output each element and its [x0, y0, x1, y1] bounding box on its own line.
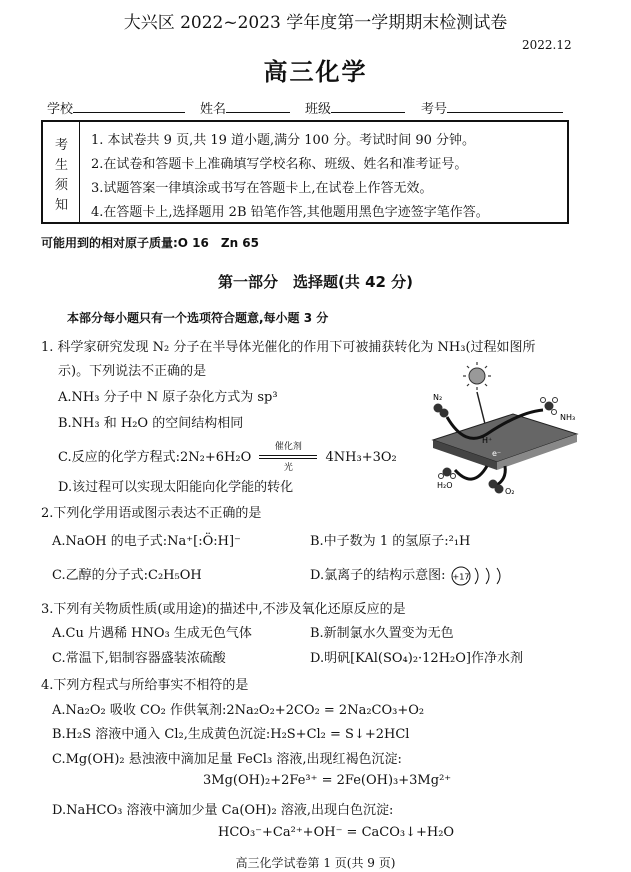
school-field: 学校 — [47, 98, 185, 117]
q4-option-c-equation: 3Mg(OH)₂+2Fe³⁺ = 2Fe(OH)₃+3Mg²⁺ — [203, 773, 452, 788]
q4-option-a: A.Na₂O₂ 吸收 CO₂ 作供氧剂:2Na₂O₂+2CO₂ = 2Na₂CO₃+O₂ — [52, 703, 425, 718]
exam-title: 大兴区 2022~2023 学年度第一学期期末检测试卷 — [123, 13, 508, 33]
q4-option-d-equation: HCO₃⁻+Ca²⁺+OH⁻ = CaCO₃↓+H₂O — [218, 825, 455, 840]
q2-option-b: B.中子数为 1 的氢原子:²₁H — [310, 534, 471, 549]
q1-stem-cont: 示)。下列说法不正确的是 — [58, 364, 207, 379]
q4-option-b: B.H₂S 溶液中通入 Cl₂,生成黄色沉淀:H₂S+Cl₂ = S↓+2HCl — [52, 727, 410, 742]
q3-option-b: B.新制氯水久置变为无色 — [310, 626, 454, 641]
notice-item: 2.在试卷和答题卡上准确填写学校名称、班级、姓名和准考证号。 — [91, 157, 468, 172]
n2-label: N₂ — [433, 393, 443, 402]
nh3-label: NH₃ — [560, 413, 576, 422]
q4-option-d: D.NaHCO₃ 溶液中滴加少量 Ca(OH)₂ 溶液,出现白色沉淀: — [52, 803, 394, 818]
q1-option-d: D.该过程可以实现太阳能向化学能的转化 — [58, 480, 294, 495]
id-field: 考号 — [421, 98, 563, 117]
q1-photocatalysis-figure — [425, 362, 585, 500]
candidate-notice-box — [41, 120, 569, 224]
proton-label: H⁺ — [482, 436, 493, 445]
q3-stem: 3.下列有关物质性质(或用途)的描述中,不涉及氧化还原反应的是 — [41, 602, 406, 617]
notice-item: 3.试题答案一律填涂或书写在答题卡上,在试卷上作答无效。 — [91, 181, 433, 196]
notice-item: 1. 本试卷共 9 页,共 19 道小题,满分 100 分。考试时间 90 分钟。 — [91, 133, 476, 148]
electron-shell — [486, 568, 489, 584]
q1-stem: 1. 科学家研究发现 N₂ 分子在半导体光催化的作用下可被捕获转化为 NH₃(过程如图所 — [41, 340, 536, 355]
n2-molecule — [434, 404, 449, 418]
nucleus-charge: +17 — [452, 572, 470, 581]
q3-option-a: A.Cu 片遇稀 HNO₃ 生成无色气体 — [52, 626, 252, 641]
q1-option-c: C.反应的化学方程式:2N₂+6H₂O 催化剂 光 4NH₃+3O₂ — [58, 441, 397, 473]
exam-date: 2022.12 — [522, 38, 572, 52]
section-instruction: 本部分每小题只有一个选项符合题意,每小题 3 分 — [67, 311, 329, 325]
electron-shell — [475, 568, 478, 584]
h2o-label: H₂O — [437, 481, 453, 490]
section-title: 第一部分 选择题(共 42 分) — [217, 273, 414, 291]
subject-title: 高三化学 — [263, 57, 368, 86]
q2-option-d: D.氯离子的结构示意图: +17 — [310, 564, 512, 587]
h2o-molecule — [439, 468, 456, 479]
class-field: 班级 — [305, 98, 405, 117]
electron-shell — [497, 568, 500, 584]
q2-stem: 2.下列化学用语或图示表达不正确的是 — [41, 506, 262, 521]
q1-option-b: B.NH₃ 和 H₂O 的空间结构相同 — [58, 416, 244, 431]
electron-label: e⁻ — [492, 449, 502, 458]
nh3-molecule — [541, 398, 558, 415]
o2-label: O₂ — [505, 487, 515, 496]
name-field: 姓名 — [200, 98, 290, 117]
q4-option-c: C.Mg(OH)₂ 悬浊液中滴加足量 FeCl₃ 溶液,出现红褐色沉淀: — [52, 752, 402, 767]
q3-option-c: C.常温下,铝制容器盛装浓硫酸 — [52, 651, 226, 666]
q1-option-a: A.NH₃ 分子中 N 原子杂化方式为 sp³ — [58, 390, 278, 405]
sun-icon — [463, 362, 491, 390]
q3-option-d: D.明矾[KAl(SO₄)₂·12H₂O]作净水剂 — [310, 651, 523, 666]
q2-option-a: A.NaOH 的电子式:Na⁺[:Ö:H]⁻ — [52, 534, 241, 549]
q4-stem: 4.下列方程式与所给事实不相符的是 — [41, 678, 249, 693]
chloride-ion-diagram — [450, 565, 512, 587]
q2-option-c: C.乙醇的分子式:C₂H₅OH — [52, 568, 202, 583]
atomic-mass-note: 可能用到的相对原子质量:O 16 Zn 65 — [41, 236, 259, 250]
notice-item: 4.在答题卡上,选择题用 2B 铅笔作答,其他题用黑色字迹签字笔作答。 — [91, 205, 489, 220]
page-footer: 高三化学试卷第 1 页(共 9 页) — [235, 856, 396, 870]
notice-label: 考 生 须 知 — [43, 122, 80, 222]
h2o-reaction-arrow — [455, 466, 487, 479]
